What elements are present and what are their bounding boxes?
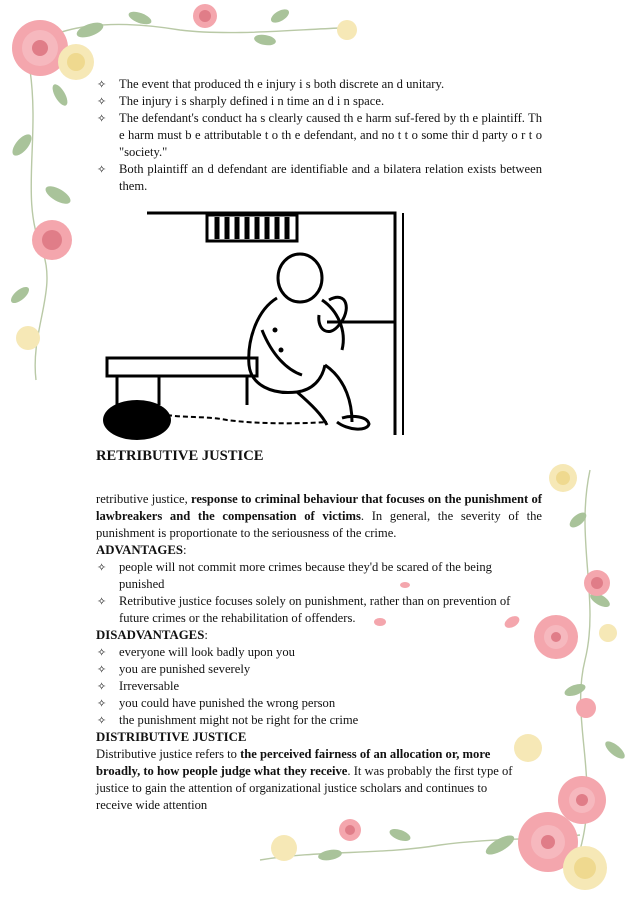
list-item: ✧ Retributive justice focuses solely on punishment, rather than on prevention of future crimes or the rehabilitation of offenders. (97, 594, 511, 625)
document-content (96, 76, 542, 814)
list-item: ✧ you could have punished the wrong person (97, 696, 336, 710)
list-item: ✧ you are punished severely (97, 662, 251, 676)
list-item: ✧ The event that produced th e injury i s both discrete an d unitary. (97, 77, 445, 91)
disadvantages-list (96, 644, 542, 729)
disadvantages-label: DISADVANTAGES: (96, 628, 208, 642)
advantages-label: ADVANTAGES: (96, 543, 187, 557)
retributive-intro: retributive justice, response to criminal behaviour that focuses on the punishment of lawbreakers and the compensation of victims. In general, the severity of the punishment is proportionate to the seriousness of the crime. (96, 492, 542, 540)
list-item: ✧ Irreversable (97, 679, 180, 693)
bullet-star-icon: ✧ (97, 646, 107, 659)
distributive-heading: DISTRIBUTIVE JUSTICE (96, 730, 247, 744)
bullet-star-icon: ✧ (97, 561, 107, 574)
advantages-list (96, 559, 542, 627)
bullet-star-icon: ✧ (97, 595, 107, 608)
bullet-star-icon: ✧ (97, 163, 107, 176)
bullet-star-icon: ✧ (97, 663, 107, 676)
bullet-star-icon: ✧ (97, 714, 107, 727)
bullet-star-icon: ✧ (97, 680, 107, 693)
list-item: ✧ The defendant's conduct ha s clearly caused th e harm suf-fered by th e plaintiff. Th e harm must b e attributable t o th e defendant, and no t t o some thir d party o r t o "society." (97, 111, 542, 159)
list-item: ✧ Both plaintiff an d defendant are identifiable and a bilatera relation exists between them. (97, 162, 542, 193)
bullet-star-icon: ✧ (97, 697, 107, 710)
bullet-star-icon: ✧ (97, 95, 107, 108)
bullet-star-icon: ✧ (97, 78, 107, 91)
list-item: ✧ the punishment might not be right for the crime (97, 713, 359, 727)
distributive-intro: Distributive justice refers to the perceived fairness of an allocation or, more broadly, to how people judge what they receive. It was probably the first type of justice to gain the attention of organizational justice scholars and continues to receive wide attention (96, 747, 513, 812)
list-item: ✧ The injury i s sharply defined i n time an d i n space. (97, 94, 385, 108)
list-item: ✧ people will not commit more crimes because they'd be scared of the being punished (97, 560, 492, 591)
bullet-star-icon: ✧ (97, 112, 107, 125)
list-item: ✧ everyone will look badly upon you (97, 645, 295, 659)
retributive-heading: RETRIBUTIVE JUSTICE (96, 448, 264, 464)
intro-bullet-list (96, 76, 542, 195)
